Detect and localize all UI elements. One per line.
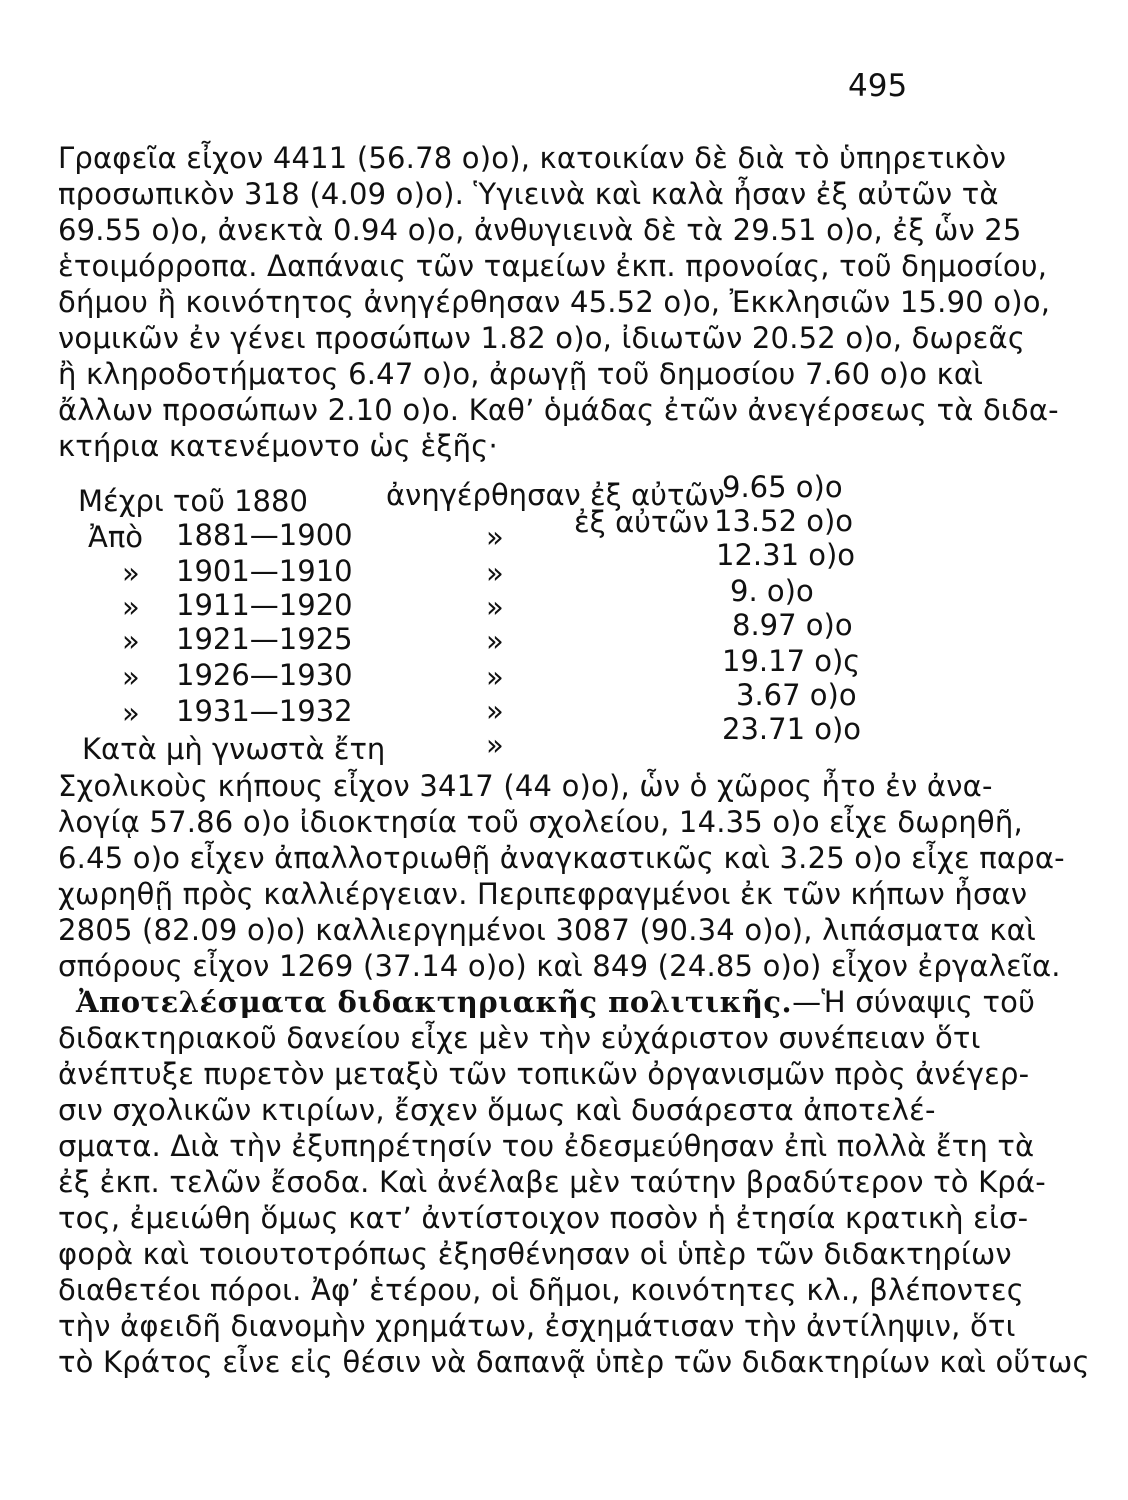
- paragraph1-line-9: κτήρια κατενέμοντο ὡς ἑξῆς·: [58, 429, 498, 463]
- table-row-note: ἀνηγέρθησαν ἐξ αὐτῶν: [386, 478, 725, 512]
- table-row-label: Κατὰ μὴ γνωστὰ ἔτη: [82, 732, 386, 766]
- paragraph1-line-6: νομικῶν ἐν γένει προσώπων 1.82 ο)ο, ἰδιωτῶν 20.52 ο)ο, δωρεᾶς: [58, 321, 1026, 355]
- paragraph1-line-2: προσωπικὸν 318 (4.09 ο)ο). Ὑγιεινὰ καὶ καλὰ ἦσαν ἐξ αὐτῶν τὰ: [58, 177, 999, 211]
- section-line-10: τὸ Κράτος εἶνε εἰς θέσιν νὰ δαπανᾷ ὑπὲρ τῶν διδακτηρίων καὶ οὕτως: [58, 1345, 1090, 1379]
- table-row-note: »: [486, 728, 504, 762]
- table-row-note: »: [486, 624, 504, 658]
- table-row-note: »: [486, 520, 504, 554]
- section-first-line: [76, 984, 1036, 1020]
- paragraph2-line-3: 6.45 ο)ο εἶχεν ἀπαλλοτριωθῇ ἀναγκαστικῶς καὶ 3.25 ο)ο εἶχε παρα-: [58, 841, 1065, 875]
- table-row-label: »: [122, 624, 140, 658]
- table-row-note: »: [486, 694, 504, 728]
- table-row-label: Ἀπὸ: [88, 520, 144, 554]
- section-line-7: φορὰ καὶ τοιουτοτρόπως ἐξησθένησαν οἱ ὑπὲρ τῶν διδακτηρίων: [58, 1237, 1012, 1271]
- paragraph1-line-3: 69.55 ο)ο, ἀνεκτὰ 0.94 ο)ο, ἀνθυγιεινὰ δὲ τὰ 29.51 ο)ο, ἐξ ὧν 25: [58, 213, 1022, 247]
- table-row-value: 19.17 ο)ς: [722, 644, 861, 678]
- table-row-label: »: [122, 556, 140, 590]
- table-row-label: Μέχρι τοῦ 1880: [78, 484, 308, 518]
- table-row-years: 1881—1900: [176, 518, 353, 552]
- section-line-5: ἐξ ἐκπ. τελῶν ἔσοδα. Καὶ ἀνέλαβε μὲν ταύτην βραδύτερον τὸ Κρά-: [58, 1165, 1046, 1199]
- section-line-6: τος, ἐμειώθη ὅμως κατ’ ἀντίστοιχον ποσὸν ἡ ἐτησία κρατικὴ εἰσ-: [58, 1201, 1029, 1235]
- table-row-label: »: [122, 660, 140, 694]
- section-line-4: σματα. Διὰ τὴν ἐξυπηρέτησίν του ἐδεσμεύθησαν ἐπὶ πολλὰ ἔτη τὰ: [58, 1129, 1035, 1163]
- table-row-value: 13.52 ο)ο: [714, 504, 854, 538]
- paragraph2-line-2: λογίᾳ 57.86 ο)ο ἰδιοκτησία τοῦ σχολείου, 14.35 ο)ο εἶχε δωρηθῆ,: [58, 805, 1023, 839]
- paragraph2-line-4: χωρηθῇ πρὸς καλλιέργειαν. Περιπεφραγμένοι ἐκ τῶν κήπων ἦσαν: [58, 877, 1028, 911]
- paragraph2-line-1: Σχολικοὺς κήπους εἶχον 3417 (44 ο)ο), ὧν ὁ χῶρος ἦτο ἐν ἀνα-: [58, 769, 993, 803]
- table-row-years: 1921—1925: [176, 622, 353, 656]
- table-row-note: »: [486, 590, 504, 624]
- paragraph1-line-5: δήμου ἢ κοινότητος ἀνηγέρθησαν 45.52 ο)ο, Ἐκκλησιῶν 15.90 ο)ο,: [58, 285, 1051, 319]
- section-line-2: ἀνέπτυξε πυρετὸν μεταξὺ τῶν τοπικῶν ὀργανισμῶν πρὸς ἀνέγερ-: [58, 1057, 1030, 1091]
- paragraph2-line-5: 2805 (82.09 ο)ο) καλλιεργημένοι 3087 (90.34 ο)ο), λιπάσματα καὶ: [58, 913, 1037, 947]
- section-first-line-rest: —Ἡ σύναψις τοῦ: [792, 985, 1036, 1019]
- table-row-years: 1911—1920: [176, 588, 353, 622]
- section-heading: Ἀποτελέσματα διδακτηριακῆς πολιτικῆς.: [76, 985, 793, 1019]
- table-row-value: 9.65 ο)ο: [722, 470, 843, 504]
- page-number: 495: [848, 68, 908, 104]
- section-line-1: διδακτηριακοῦ δανείου εἶχε μὲν τὴν εὐχάριστον συνέπειαν ὅτι: [58, 1021, 981, 1055]
- table-row-label: »: [122, 696, 140, 730]
- table-row-extra: ἐξ αὐτῶν: [574, 505, 709, 539]
- table-row-label: »: [122, 590, 140, 624]
- section-line-3: σιν σχολικῶν κτιρίων, ἔσχεν ὅμως καὶ δυσάρεστα ἀποτελέ-: [58, 1093, 936, 1127]
- table-row-value: 12.31 ο)ο: [716, 538, 856, 572]
- paragraph1-line-7: ἢ κληροδοτήματος 6.47 ο)ο, ἀρωγῇ τοῦ δημοσίου 7.60 ο)ο καὶ: [58, 357, 984, 391]
- paragraph1-line-4: ἑτοιμόρροπα. Δαπάναις τῶν ταμείων ἐκπ. προνοίας, τοῦ δημοσίου,: [58, 249, 1048, 283]
- table-row-value: 3.67 ο)ο: [736, 678, 857, 712]
- paragraph1-line-8: ἄλλων προσώπων 2.10 ο)ο. Καθ’ ὁμάδας ἐτῶν ἀνεγέρσεως τὰ διδα-: [58, 393, 1059, 427]
- table-row-value: 23.71 ο)ο: [722, 712, 862, 746]
- table-row-years: 1926—1930: [176, 658, 353, 692]
- table-row-years: 1931—1932: [176, 694, 353, 728]
- paragraph1-line-1: Γραφεῖα εἶχον 4411 (56.78 ο)ο), κατοικίαν δὲ διὰ τὸ ὑπηρετικὸν: [58, 141, 1007, 175]
- section-line-9: τὴν ἀφειδῆ διανομὴν χρημάτων, ἐσχημάτισαν τὴν ἀντίληψιν, ὅτι: [58, 1309, 1016, 1343]
- table-row-note: »: [486, 660, 504, 694]
- table-row-note: »: [486, 556, 504, 590]
- table-row-value: 9. ο)ο: [730, 574, 814, 608]
- table-row-years: 1901—1910: [176, 554, 353, 588]
- section-line-8: διαθετέοι πόροι. Ἀφ’ ἑτέρου, οἱ δῆμοι, κοινότητες κλ., βλέποντες: [58, 1273, 1024, 1307]
- paragraph2-line-6: σπόρους εἶχον 1269 (37.14 ο)ο) καὶ 849 (24.85 ο)ο) εἶχον ἐργαλεῖα.: [58, 949, 1061, 983]
- table-row-value: 8.97 ο)ο: [732, 608, 853, 642]
